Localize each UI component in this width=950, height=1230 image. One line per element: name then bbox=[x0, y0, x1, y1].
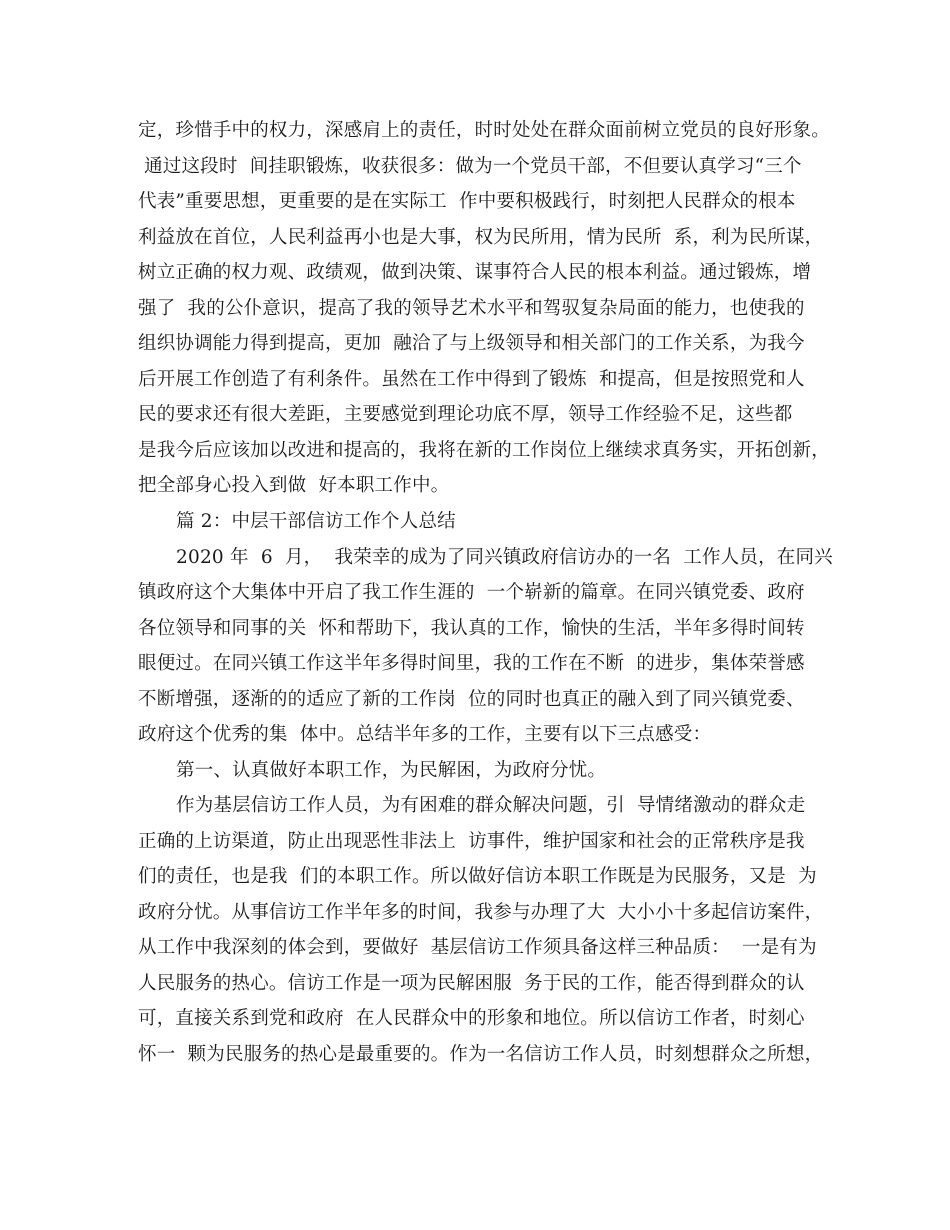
text-line: 正确的上访渠道，防止出现恶性非法上 访事件，维护国家和社会的正常秩序是我 bbox=[138, 831, 805, 852]
section-heading: 篇 2：中层干部信访工作个人总结 bbox=[176, 511, 456, 532]
text-line: 后开展工作创造了有利条件。虽然在工作中得到了锻炼 和提高，但是按照党和人 bbox=[138, 369, 805, 390]
text-line: 组织协调能力得到提高，更加 融洽了与上级领导和相关部门的工作关系，为我今 bbox=[138, 333, 805, 354]
text-line: 树立正确的权力观、政绩观，做到决策、谋事符合人民的根本利益。通过锻炼，增 bbox=[138, 262, 812, 283]
text-line: 利益放在首位，人民利益再小也是大事，权为民所用，情为民所 系，利为民所谋， bbox=[138, 227, 824, 248]
text-line: 各位领导和同事的关 怀和帮助下，我认真的工作，愉快的生活，半年多得时间转 bbox=[138, 618, 805, 639]
text-line: 强了 我的公仆意识，提高了我的领导艺术水平和驾驭复杂局面的能力，也使我的 bbox=[138, 298, 805, 319]
text-line: 政府这个优秀的集 体中。总结半年多的工作，主要有以下三点感受： bbox=[138, 724, 712, 745]
text-line: 2020 年 6 月， 我荣幸的成为了同兴镇政府信访办的一名 工作人员，在同兴 bbox=[176, 547, 833, 568]
text-line: 政府分忧。从事信访工作半年多的时间，我参与办理了大 大小小十多起信访案件， bbox=[138, 902, 824, 923]
text-line: 镇政府这个大集体中开启了我工作生涯的 一个崭新的篇章。在同兴镇党委、政府 bbox=[138, 582, 805, 603]
text-line: 作为基层信访工作人员，为有困难的群众解决问题，引 导情绪激动的群众走 bbox=[176, 795, 806, 816]
text-line: 定，珍惜手中的权力，深感肩上的责任，时时处处在群众面前树立党员的良好形象。 bbox=[138, 120, 830, 141]
subheading-line: 第一、认真做好本职工作，为民解困，为政府分忧。 bbox=[176, 760, 607, 781]
text-line: 眼便过。在同兴镇工作这半年多得时间里，我的工作在不断 的进步，集体荣誉感 bbox=[138, 653, 805, 674]
text-line: 民的要求还有很大差距，主要感觉到理论功底不厚，领导工作经验不足，这些都 bbox=[138, 404, 793, 425]
text-line: 可，直接关系到党和政府 在人民群众中的形象和地位。所以信访工作者，时刻心 bbox=[138, 1008, 805, 1029]
text-line: 是我今后应该加以改进和提高的，我将在新的工作岗位上继续求真务实，开拓创新， bbox=[138, 440, 830, 461]
text-line: 们的责任，也是我 们的本职工作。所以做好信访本职工作既是为民服务，又是 为 bbox=[138, 866, 817, 887]
text-line: 不断增强，逐渐的的适应了新的工作岗 位的同时也真正的融入到了同兴镇党委、 bbox=[138, 689, 805, 710]
text-line: 代表”重要思想，更重要的是在实际工 作中要积极践行，时刻把人民群众的根本 bbox=[138, 191, 796, 212]
text-line: 人民服务的热心。信访工作是一项为民解困服 务于民的工作，能否得到群众的认 bbox=[138, 973, 805, 994]
text-line: 从工作中我深刻的体会到，要做好 基层信访工作须具备这样三种品质： 一是有为 bbox=[138, 937, 817, 958]
text-line: 把全部身心投入到做 好本职工作中。 bbox=[138, 475, 450, 496]
text-line: 通过这段时 间挂职锻炼，收获很多：做为一个党员干部，不但要认真学习“三个 bbox=[138, 156, 802, 177]
text-line: 怀一 颗为民服务的热心是最重要的。作为一名信访工作人员，时刻想群众之所想， bbox=[138, 1044, 824, 1065]
